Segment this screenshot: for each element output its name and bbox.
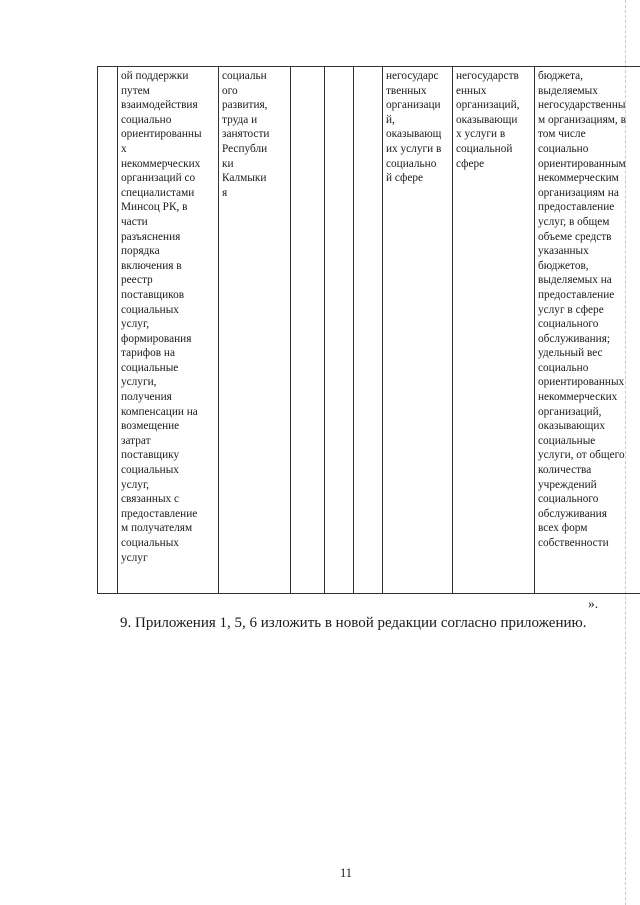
table-cell-indicator: бюджета, выделяемых негосударственны м организациям, в том числе социально ориентированным некоммерческим организациям на предоставление услуг, в общем объеме средств указанных бюджетов, выделяемых на предоставление услуг в сфере социального обслуживания; удельный вес социально ориентированных некоммерческих организаций, оказывающих социальные услуги, от общего количества учреждений социального обслуживания всех форм собственности — [535, 67, 640, 594]
table-cell-empty — [325, 67, 354, 594]
closing-quote: ». — [588, 596, 599, 611]
table-cell-activity: ой поддержки путем взаимодействия социально ориентированны х некоммерческих организаций со специалистами Минсоц РК, в части разъяснения порядка включения в реестр поставщиков социальных услуг, формирования тарифов на социальные услуги, получения компенсации на возмещение затрат поставщику социальных услуг, связанных с предоставление м получателям социальных услуг — [118, 67, 219, 594]
content-table — [97, 66, 640, 594]
table-cell-number — [98, 67, 118, 594]
table-cell-result: негосударс твенных организаци й, оказывающ их услуги в социально й сфере — [383, 67, 453, 594]
table-cell-empty — [291, 67, 325, 594]
table-cell-empty — [354, 67, 383, 594]
table-row — [98, 67, 640, 594]
page-number: 11 — [340, 866, 353, 880]
table-cell-executor: социальн ого развития, труда и занятости Республи ки Калмыки я — [219, 67, 291, 594]
table-cell-outcome: негосударств енных организаций, оказывающи х услуги в социальной сфере — [453, 67, 535, 594]
amendment-paragraph: 9. Приложения 1, 5, 6 изложить в новой редакции согласно приложению. — [120, 615, 587, 631]
